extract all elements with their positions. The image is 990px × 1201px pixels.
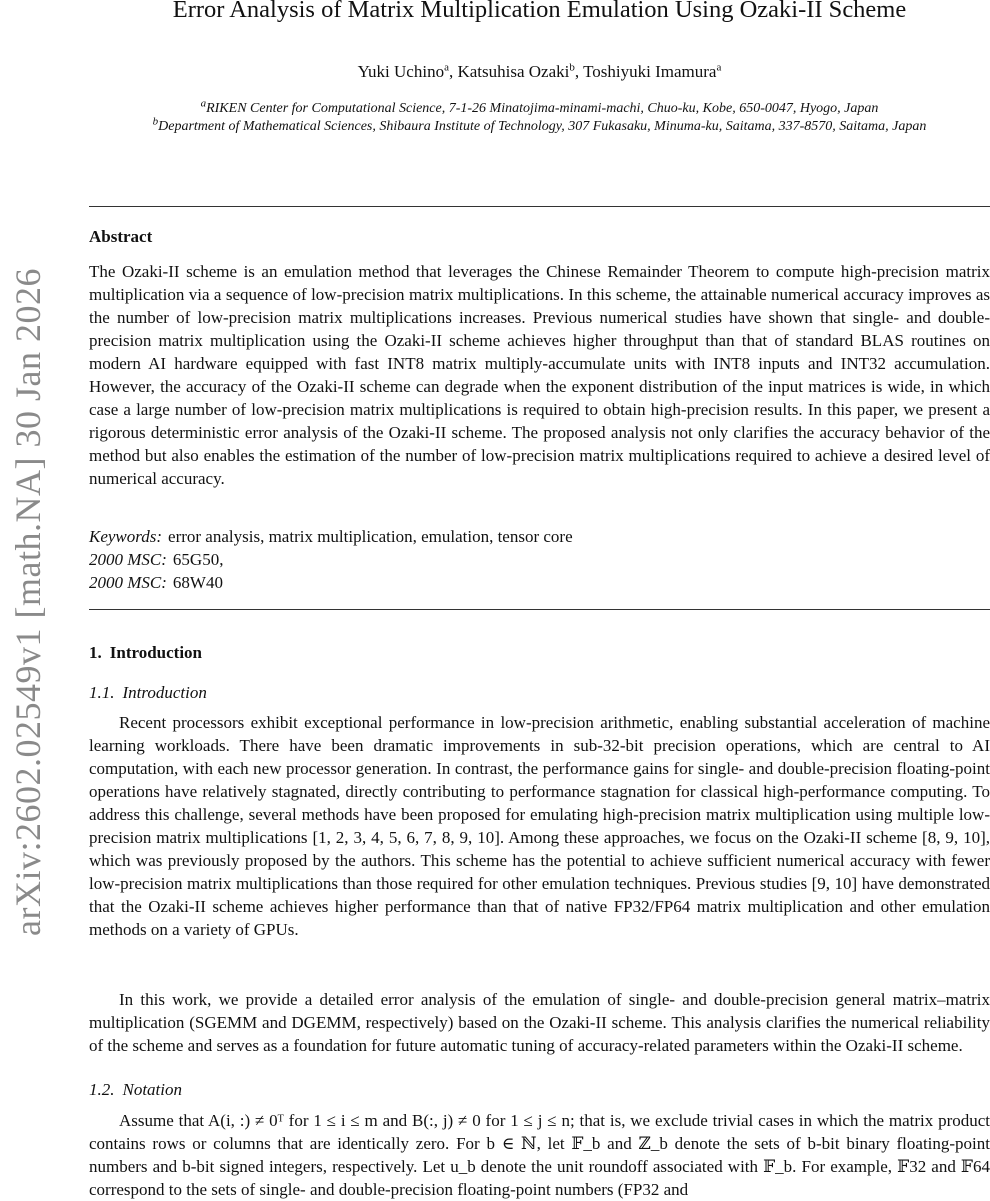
subsection-title: Introduction [122, 683, 207, 702]
keywords-value: error analysis, matrix multiplication, emulation, tensor core [168, 527, 573, 546]
subsection-heading [89, 1080, 182, 1100]
section-title: Introduction [109, 643, 203, 662]
affiliation-text: RIKEN Center for Computational Science, 7-1-26 Minatojima-minami-machi, Chuo-ku, Kobe, 650-0047, Hyogo, Japan [206, 101, 879, 116]
msc-label: 2000 MSC: [89, 550, 167, 569]
affiliation-mark: b [152, 115, 159, 128]
author-name: Yuki Uchino [357, 62, 445, 81]
msc-value: 65G50, [172, 550, 224, 569]
author-name: Katsuhisa Ozaki [457, 62, 570, 81]
msc-value: 68W40 [172, 573, 223, 592]
author-affiliation-mark: b [569, 61, 575, 74]
subsection-number: 1.2. [89, 1080, 115, 1099]
author-affiliation-mark: a [444, 61, 449, 74]
section-heading [89, 643, 202, 663]
affiliation-text: Department of Mathematical Sciences, Shibaura Institute of Technology, 307 Fukasaku, Minuma-ku, Saitama, 337-8570, Saitama, Japan [158, 119, 927, 134]
intro-paragraph: Recent processors exhibit exceptional performance in low-precision arithmetic, enabling substantial acceleration of machine learning workloads. There have been dramatic improvements in sub-32-bit precision operations, which are central to AI computation, with each new processor generation. In contrast, the performance gains for single- and double-precision floating-point operations have relatively stagnated, directly contributing to performance stagnation for classical high-performance computing. To address this challenge, several methods have been proposed for emulating high-precision matrix multiplication using multiple low-precision matrix multiplications [1, 2, 3, 4, 5, 6, 7, 8, 9, 10]. Among these approaches, we focus on the Ozaki-II scheme [8, 9, 10], which was previously proposed by the authors. This scheme has the potential to achieve sufficient numerical accuracy with fewer low-precision matrix multiplications than those required for other emulation techniques. Previous studies [9, 10] have demonstrated that the Ozaki-II scheme achieves higher performance than that of native FP32/FP64 matrix multiplication and other emulation methods on a variety of GPUs. [89, 713, 990, 939]
msc-line [89, 573, 223, 593]
intro-paragraph: In this work, we provide a detailed error analysis of the emulation of single- and double-precision general matrix–matrix multiplication (SGEMM and DGEMM, respectively) based on the Ozaki-II scheme. This analysis clarifies the numerical reliability of the scheme and serves as a foundation for future automatic tuning of accuracy-related parameters within the Ozaki-II scheme. [89, 990, 990, 1055]
msc-line [89, 550, 223, 570]
divider-top [89, 206, 990, 207]
paper-title: Error Analysis of Matrix Multiplication Emulation Using Ozaki-II Scheme [172, 0, 907, 23]
subsection-heading [89, 683, 207, 703]
subsection-title: Notation [122, 1080, 183, 1099]
arxiv-identifier: arXiv:2602.02549v1 [math.NA] 30 Jan 2026 [8, 268, 48, 936]
author-list: Yuki Uchino$^a$, Katsuhisa Ozaki$^b$, Toshiyuki Imamura$^a$ [357, 61, 722, 81]
msc-label: 2000 MSC: [89, 573, 167, 592]
keywords-line [89, 527, 573, 547]
arxiv-sidebar [0, 232, 56, 972]
author-name: Toshiyuki Imamura [583, 62, 717, 81]
affiliation [89, 115, 990, 135]
affiliation-mark: a [200, 97, 207, 110]
abstract-heading: Abstract [89, 227, 153, 246]
author-affiliation-mark: a [716, 61, 722, 74]
subsection-number: 1.1. [89, 683, 115, 702]
notation-paragraph: Assume that A(i, :) ≠ 0ᵀ for 1 ≤ i ≤ m and B(:, j) ≠ 0 for 1 ≤ j ≤ n; that is, we exclude trivial cases in which the matrix product contains rows or columns that are identically zero. For b ∈ ℕ, let 𝔽_b and ℤ_b denote the sets of b-bit binary floating-point numbers and b-bit signed integers, respectively. Let u_b denote the unit roundoff associated with 𝔽_b. For example, 𝔽32 and 𝔽64 correspond to the sets of single- and double-precision floating-point numbers (FP32 and [89, 1111, 990, 1199]
section-number: 1. [89, 643, 102, 662]
abstract-text: The Ozaki-II scheme is an emulation method that leverages the Chinese Remainder Theorem to compute high-precision matrix multiplication via a sequence of low-precision matrix multiplications. In this scheme, the attainable numerical accuracy improves as the number of low-precision matrix multiplications increases. Previous numerical studies have shown that single- and double-precision matrix multiplication using the Ozaki-II scheme achieves higher throughput than that of standard BLAS routines on modern AI hardware equipped with fast INT8 matrix multiply-accumulate units with INT8 inputs and INT32 accumulation. However, the accuracy of the Ozaki-II scheme can degrade when the exponent distribution of the input matrices is wide, in which case a large number of low-precision matrix multiplications is required to obtain high-precision results. In this paper, we present a rigorous deterministic error analysis of the Ozaki-II scheme. The proposed analysis not only clarifies the accuracy behavior of the method but also enables the estimation of the number of low-precision matrix multiplications required to achieve a desired level of numerical accuracy. [89, 262, 990, 488]
keywords-label: Keywords: [89, 527, 163, 546]
divider-bottom [89, 609, 990, 610]
affiliation [89, 97, 990, 117]
